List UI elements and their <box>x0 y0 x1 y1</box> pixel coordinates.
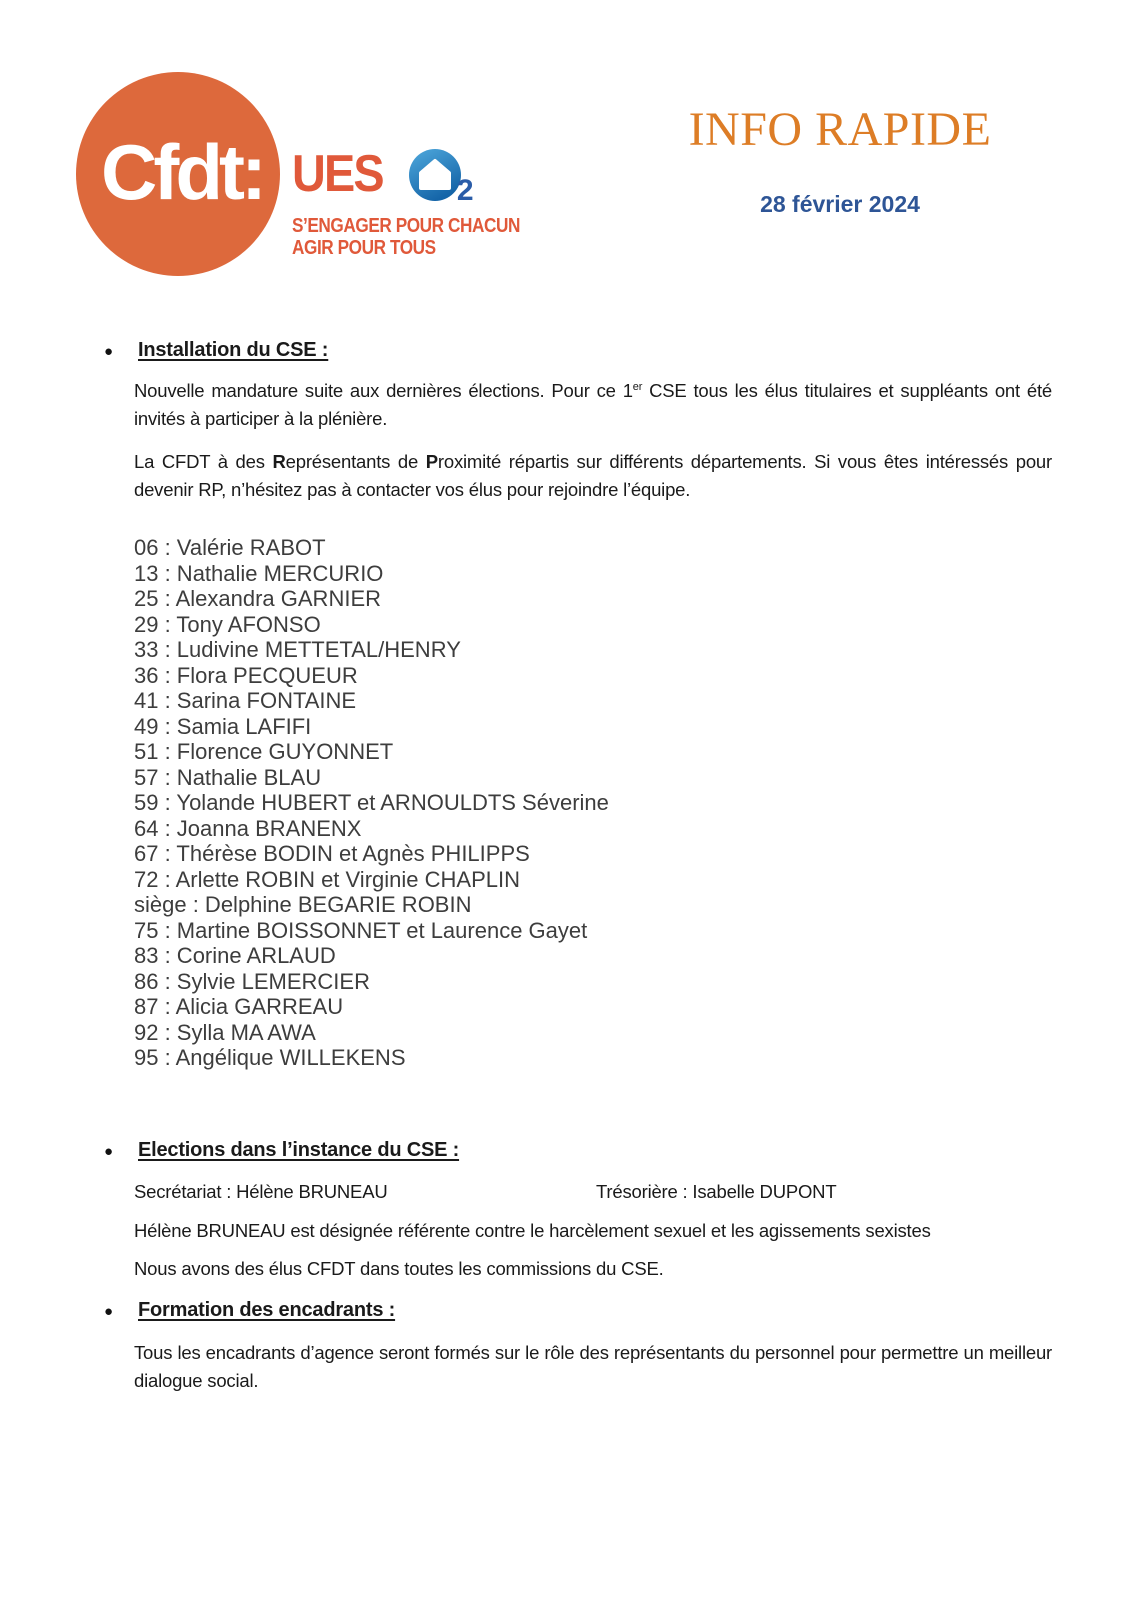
paragraph-mandature-text: Nouvelle mandature suite aux dernières élections. Pour ce 1 <box>134 380 633 401</box>
o2-subscript: 2 <box>456 174 474 207</box>
rp-list-item: siège : Delphine BEGARIE ROBIN <box>134 892 472 917</box>
section-heading-formation: Formation des encadrants : <box>138 1298 396 1321</box>
bold-letter-r: R <box>272 451 286 472</box>
bold-letter-p: P <box>425 451 438 472</box>
bullet-icon: ● <box>104 343 113 360</box>
rp-list-item: 41 : Sarina FONTAINE <box>134 688 357 713</box>
tagline-line-2: AGIR POUR TOUS <box>292 236 436 259</box>
rp-list-item: 59 : Yolande HUBERT et ARNOULDTS Séverine <box>134 790 609 815</box>
commissions-line: Nous avons des élus CFDT dans toutes les commissions du CSE. <box>134 1257 664 1279</box>
section-elections <box>102 1137 1052 1165</box>
officers-row <box>134 1179 1052 1205</box>
section-heading-elections: Elections dans l’instance du CSE : <box>138 1138 460 1161</box>
rp-list-item: 13 : Nathalie MERCURIO <box>134 560 384 586</box>
paragraph-rp-text-3: roximité répartis sur différents départements. Si vous êtes intéressés pour devenir RP, n’hésitez pas à contacter vos élus pour rejoindre l’équipe. <box>134 451 1052 500</box>
rp-list-item: 33 : Ludivine METTETAL/HENRY <box>134 637 461 662</box>
o2-logo <box>397 146 474 207</box>
rp-list-item: 72 : Arlette ROBIN et Virginie CHAPLIN <box>134 866 520 892</box>
superscript-er: er <box>632 380 643 393</box>
ues-label: UES <box>292 145 383 203</box>
tresoriere-label: Trésorière : Isabelle DUPONT <box>596 1180 837 1202</box>
paragraph-mandature <box>134 377 1052 433</box>
ues-o2-logo <box>292 146 557 259</box>
paragraph-representants <box>134 448 1052 504</box>
rp-list-item: 64 : Joanna BRANENX <box>134 815 362 841</box>
section-formation <box>102 1297 1052 1325</box>
document-date: 28 février 2024 <box>760 191 920 217</box>
paragraph-rp-text-1: La CFDT à des <box>134 451 273 472</box>
rp-list-item: 67 : Thérèse BODIN et Agnès PHILIPPS <box>134 841 530 866</box>
rp-list-item: 87 : Alicia GARREAU <box>134 994 344 1019</box>
paragraph-rp-text-2: eprésentants de <box>285 451 426 472</box>
referente-line: Hélène BRUNEAU est désignée référente contre le harcèlement sexuel et les agissements sexistes <box>134 1219 931 1241</box>
title-block <box>630 102 1050 218</box>
bullet-icon: ● <box>104 1302 113 1320</box>
logo-tagline <box>292 216 520 259</box>
rp-list-item: 57 : Nathalie BLAU <box>134 764 322 790</box>
section-installation <box>102 337 1052 365</box>
rp-list <box>134 535 1052 1071</box>
cfdt-logo-text: Cfdt: <box>101 127 263 216</box>
bullet-icon: ● <box>104 1142 113 1160</box>
rp-list-item: 29 : Tony AFONSO <box>134 611 321 637</box>
section-heading-installation: Installation du CSE : <box>138 339 329 361</box>
rp-list-item: 92 : Sylla MA AWA <box>134 1019 316 1045</box>
rp-list-item: 51 : Florence GUYONNET <box>134 739 394 764</box>
rp-list-item: 95 : Angélique WILLEKENS <box>134 1045 406 1070</box>
paragraph-mandature-text-2: CSE tous les élus titulaires et suppléants ont été invités à participer à la plénière. <box>134 380 1053 429</box>
tagline-line-1: S’ENGAGER POUR CHACUN <box>292 215 520 237</box>
rp-list-item: 49 : Samia LAFIFI <box>134 713 312 739</box>
rp-list-item: 83 : Corine ARLAUD <box>134 943 336 968</box>
rp-list-item: 06 : Valérie RABOT <box>134 535 326 560</box>
rp-list-item: 86 : Sylvie LEMERCIER <box>134 968 370 994</box>
cfdt-logo <box>76 72 280 276</box>
rp-list-item: 75 : Martine BOISSONNET et Laurence Gayet <box>134 917 588 943</box>
rp-list-item: 36 : Flora PECQUEUR <box>134 662 358 688</box>
secretariat-label: Secrétariat : Hélène BRUNEAU <box>134 1180 388 1202</box>
rp-list-item: 25 : Alexandra GARNIER <box>134 586 382 611</box>
document-body <box>104 330 1053 1395</box>
paragraph-formation: Tous les encadrants d’agence seront formés sur le rôle des représentants du personnel pour permettre un meilleur dialogue social. <box>134 1341 1052 1391</box>
document-title: INFO RAPIDE <box>688 103 992 156</box>
